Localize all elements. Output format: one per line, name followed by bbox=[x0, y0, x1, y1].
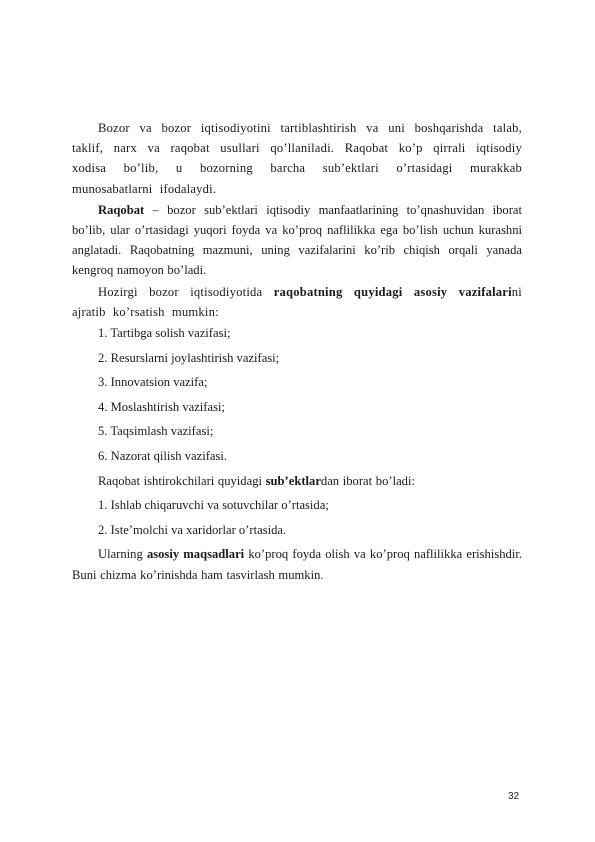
term-subjects: sub’ektlar bbox=[265, 473, 321, 488]
list-item: 2. Resurslarni joylashtirish vazifasi; bbox=[98, 350, 280, 365]
term-goals: asosiy maqsadlari bbox=[146, 547, 245, 562]
paragraph-functions-intro: Hozirgi bozor iqtisodiyotida raqobatning quyidagi asosiy vazifalarini ajratib ko’rsatish mumkin: bbox=[72, 284, 522, 319]
paragraph-definition: Raqobat – bozor sub’ektlari iqtisodiy manfaatlarining to’qnashuvidan iborat bo’lib, ular o’rtasidagi yuqori foyda va ko’proq naflilikka ega bo’lish uchun kurashni anglatadi. Raqobatning mazmuni, uning vazifalarini ko’rib chiqish orqali yanada kengroq namoyon bo’ladi. bbox=[72, 202, 522, 278]
list-item: 1. Tartibga solish vazifasi; bbox=[98, 326, 231, 341]
paragraph-intro: Bozor va bozor iqtisodiyotini tartiblashtirish va uni boshqarishda talab, taklif, narx va raqobat usullari qo’llaniladi. Raqobat ko’p qirrali iqtisodiy xodisa bo’lib, u bozorning barcha sub’ektlari o’rtasidagi murakkab munosabatlarni ifodalaydi. bbox=[72, 121, 522, 196]
list-item: 3. Innovatsion vazifa; bbox=[98, 375, 208, 390]
term-functions: raqobatning quyidagi asosiy vazifalari bbox=[273, 284, 512, 299]
list-item: 1. Ishlab chiqaruvchi va sotuvchilar o’rtasida; bbox=[98, 498, 329, 513]
page-number: 32 bbox=[508, 791, 520, 802]
paragraph-goals: Ularning asosiy maqsadlari ko’proq foyda olish va ko’proq naflilikka erishishdir. Buni chizma ko’rinishda ham tasvirlash mumkin. bbox=[72, 547, 522, 582]
list-item: 2. Iste’molchi va xaridorlar o’rtasida. bbox=[98, 522, 287, 537]
paragraph-subjects-intro: Raqobat ishtirokchilari quyidagi sub’ektlardan iborat bo’ladi: bbox=[98, 473, 415, 488]
document-body bbox=[72, 118, 522, 586]
list-item: 5. Taqsimlash vazifasi; bbox=[98, 424, 214, 439]
list-item: 4. Moslashtirish vazifasi; bbox=[98, 399, 225, 414]
subjects-list bbox=[72, 495, 522, 540]
term-raqobat: Raqobat bbox=[98, 202, 145, 217]
functions-list bbox=[72, 323, 522, 466]
list-item: 6. Nazorat qilish vazifasi. bbox=[98, 449, 228, 463]
